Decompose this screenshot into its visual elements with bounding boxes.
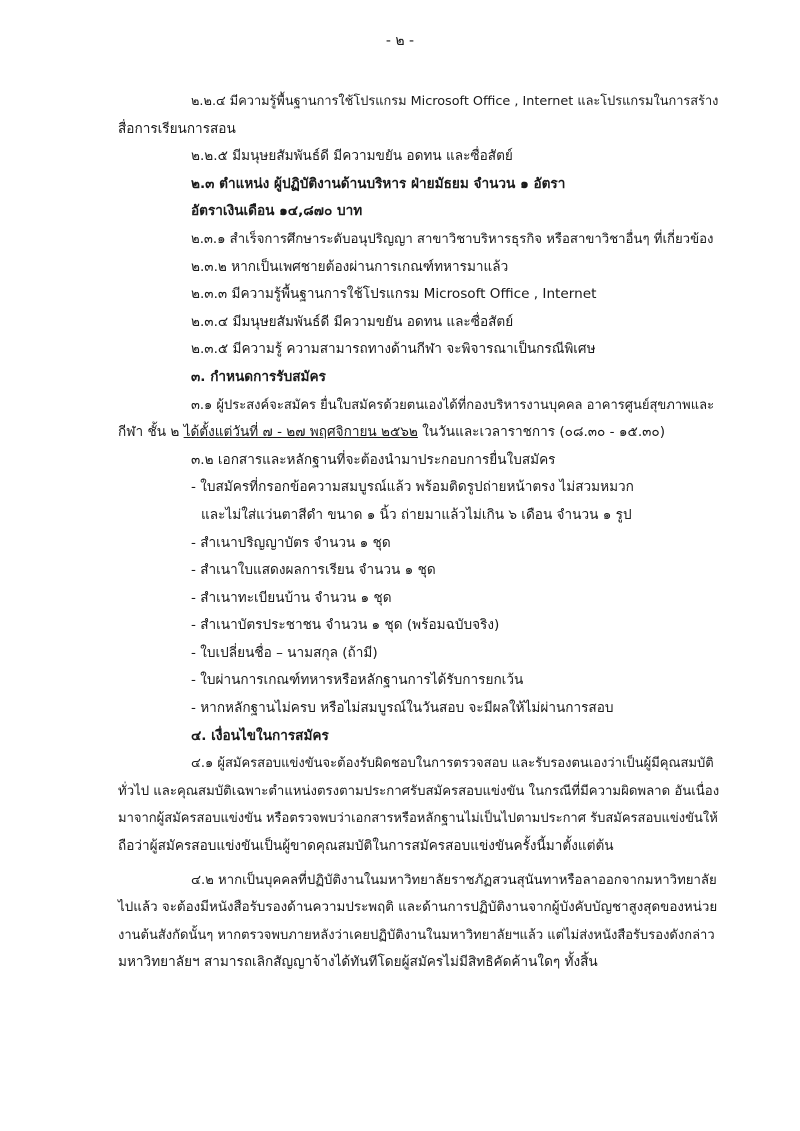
- list-item: - ใบสมัครที่กรอกข้อความสมบูรณ์แล้ว พร้อมติดรูปถ่ายหน้าตรง ไม่สวมหมวก: [191, 479, 634, 496]
- list-item-continuation: และไม่ใส่แว่นตาสีดำ ขนาด ๑ นิ้ว ถ่ายมาแล้วไม่เกิน ๖ เดือน จำนวน ๑ รูป: [201, 506, 632, 523]
- text-line: ๒.๓.๓ มีความรู้พื้นฐานการใช้โปรแกรม Microsoft Office , Internet: [191, 286, 597, 303]
- text-line: ๒.๒.๕ มีมนุษยสัมพันธ์ดี มีความขยัน อดทน และซื่อสัตย์: [191, 148, 513, 165]
- text-line: ๒.๒.๔ มีความรู้พื้นฐานการใช้โปรแกรม Microsoft Office , Internet และโปรแกรมในการสร้าง: [191, 94, 719, 109]
- underlined-date-range: ได้ตั้งแต่วันที่ ๗ - ๒๗ พฤศจิกายน ๒๕๖๒: [183, 424, 418, 441]
- text-line: ๓.๒ เอกสารและหลักฐานที่จะต้องนำมาประกอบการยื่นใบสมัคร: [191, 451, 556, 468]
- text-line: ๓.๑ ผู้ประสงค์จะสมัคร ยื่นใบสมัครด้วยตนเองได้ที่กองบริหารงานบุคคล อาคารศูนย์สุขภาพและ: [191, 397, 715, 413]
- text-line: ๒.๓.๑ สำเร็จการศึกษาระดับอนุปริญญา สาขาวิชาบริหารธุรกิจ หรือสาขาวิชาอื่นๆ ที่เกี่ยวข้อง: [191, 231, 714, 247]
- list-item: - สำเนาปริญญาบัตร จำนวน ๑ ชุด: [191, 534, 391, 551]
- text-line: ๔.๒ หากเป็นบุคคลที่ปฏิบัติงานในมหาวิทยาลัยราชภัฏสวนสุนันทาหรือลาออกจากมหาวิทยาลัย: [191, 872, 717, 888]
- text-line: มหาวิทยาลัยฯ สามารถเลิกสัญญาจ้างได้ทันทีโดยผู้สมัครไม่มีสิทธิคัดค้านใดๆ ทั้งสิ้น: [118, 954, 598, 971]
- page-number: - ๒ -: [385, 33, 415, 49]
- text-line: [118, 419, 720, 447]
- text-line: ๔.๑ ผู้สมัครสอบแข่งขันจะต้องรับผิดชอบในการตรวจสอบ และรับรองตนเองว่าเป็นผู้มีคุณสมบัติ: [191, 756, 714, 772]
- document-body: [118, 88, 720, 977]
- text-line: ถือว่าผู้สมัครสอบแข่งขันเป็นผู้ขาดคุณสมบัติในการสมัครสอบแข่งขันครั้งนี้มาตั้งแต่ต้น: [118, 838, 614, 855]
- list-item: - สำเนาบัตรประชาชน จำนวน ๑ ชุด (พร้อมฉบับจริง): [191, 617, 500, 634]
- text-span: กีฬา ชั้น ๒: [118, 424, 184, 441]
- text-line: มาจากผู้สมัครสอบแข่งขัน หรือตรวจพบว่าเอกสารหรือหลักฐานไม่เป็นไปตามประกาศ รับสมัครสอบแข่งขันให้: [118, 811, 718, 827]
- text-line: ๒.๓.๕ มีความรู้ ความสามารถทางด้านกีฬา จะพิจารณาเป็นกรณีพิเศษ: [191, 341, 596, 358]
- text-line: งานต้นสังกัดนั้นๆ หากตรวจพบภายหลังว่าเคยปฏิบัติงานในมหาวิทยาลัยฯแล้ว แต่ไม่ส่งหนังสือรับรองดังกล่าว: [118, 927, 715, 943]
- text-line: ไปแล้ว จะต้องมีหนังสือรับรองด้านความประพฤติ และด้านการปฏิบัติงานจากผู้บังคับบัญชาสูงสุดของหน่วย: [118, 900, 718, 916]
- list-item: - สำเนาทะเบียนบ้าน จำนวน ๑ ชุด: [191, 589, 392, 606]
- salary-heading: อัตราเงินเดือน ๑๔,๘๗๐ บาท: [191, 203, 363, 220]
- section-heading: ๒.๓ ตำแหน่ง ผู้ปฏิบัติงานด้านบริหาร ฝ่ายมัธยม จำนวน ๑ อัตรา: [191, 175, 566, 192]
- text-line: ทั่วไป และคุณสมบัติเฉพาะตำแหน่งตรงตามประกาศรับสมัครสอบแข่งขัน ในกรณีที่มีความผิดพลาด อันเนื่อง: [118, 783, 720, 799]
- section-heading: ๓. กำหนดการรับสมัคร: [191, 368, 326, 385]
- list-item: - ใบเปลี่ยนชื่อ – นามสกุล (ถ้ามี): [191, 644, 378, 661]
- list-item: - หากหลักฐานไม่ครบ หรือไม่สมบูรณ์ในวันสอบ จะมีผลให้ไม่ผ่านการสอบ: [191, 700, 614, 717]
- text-line: ๒.๓.๔ มีมนุษยสัมพันธ์ดี มีความขยัน อดทน และซื่อสัตย์: [191, 313, 514, 330]
- list-item: - สำเนาใบแสดงผลการเรียน จำนวน ๑ ชุด: [191, 562, 436, 579]
- list-item: - ใบผ่านการเกณฑ์ทหารหรือหลักฐานการได้รับการยกเว้น: [191, 672, 524, 689]
- text-line: ๒.๓.๒ หากเป็นเพศชายต้องผ่านการเกณฑ์ทหารมาแล้ว: [191, 258, 509, 275]
- text-span: ในวันและเวลาราชการ (๐๘.๓๐ - ๑๕.๓๐): [417, 424, 666, 441]
- text-line: สื่อการเรียนการสอน: [118, 120, 236, 137]
- section-heading: ๔. เงื่อนไขในการสมัคร: [191, 727, 329, 744]
